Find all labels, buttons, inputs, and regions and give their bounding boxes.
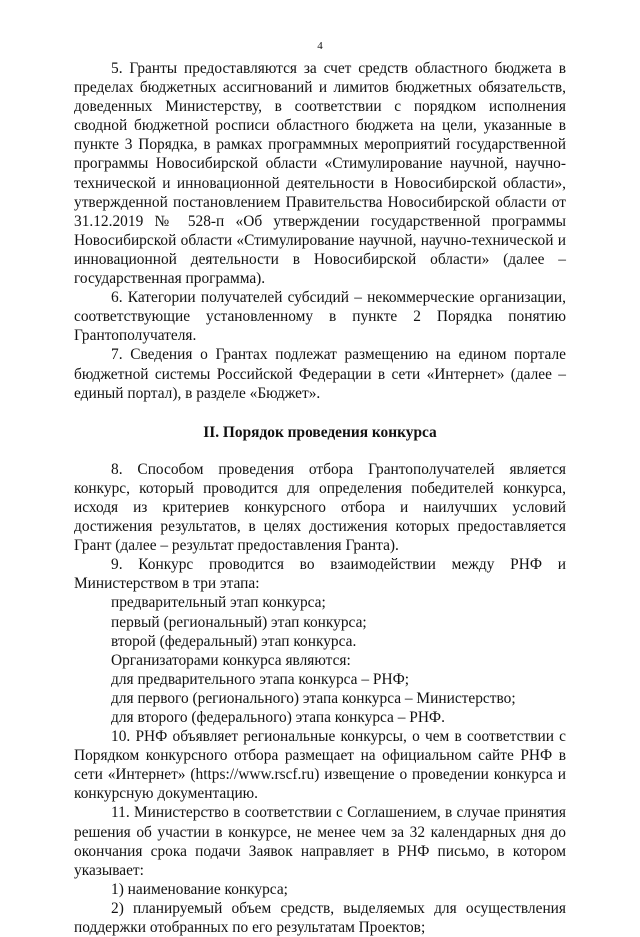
paragraph-6: 6. Категории получателей субсидий – некоммерческие организации, соответствующие установленному в пункте 2 Порядка понятию Грантополучателя. (74, 289, 566, 345)
paragraph-8: 8. Способом проведения отбора Грантополучателей является конкурс, который проводится для определения победителей конкурса, исходя из критериев конкурсного отбора и наилучших условий достижения результатов, в целях достижения которых предоставляется Грант (далее – результат предоставления Гранта). (74, 460, 566, 555)
organizer-item: для предварительного этапа конкурса – РНФ; (111, 670, 410, 688)
paragraph-9: 9. Конкурс проводится во взаимодействии между РНФ и Министерством в три этапа: (74, 556, 566, 593)
page-number: 4 (317, 40, 323, 52)
organizer-item: для второго (федерального) этапа конкурса – РНФ. (111, 709, 445, 726)
paragraph-5: 5. Гранты предоставляются за счет средств областного бюджета в пределах бюджетных ассигнований и лимитов бюджетных обязательств, доведенных Министерству, в соответствии с порядком исполнения сводной бюджетной росписи областного бюджета на цели, указанные в пункте 3 Порядка, в рамках программных мероприятий государственной программы Новосибирской области «Стимулирование научной, научно-технической и инновационной деятельности в Новосибирской области», утвержденной постановлением Правительства Новосибирской области от 31.12.2019 № 528-п «Об утверждении государственной программы Новосибирской области «Стимулирование научной, научно-технической и инновационной деятельности в Новосибирской области» (далее – государственная программа). (74, 60, 566, 288)
organizer-item: для первого (регионального) этапа конкурса – Министерство; (111, 689, 516, 707)
section-heading: II. Порядок проведения конкурса (203, 423, 437, 441)
list-item: 1) наименование конкурса; (111, 880, 288, 898)
paragraph-11: 11. Министерство в соответствии с Соглашением, в случае принятия решения об участии в конкурсе, не менее чем за 32 календарных дня до окончания срока подачи Заявок направляет в РНФ письмо, в котором указывает: (74, 804, 566, 879)
paragraph-10: 10. РНФ объявляет региональные конкурсы, о чем в соответствии с Порядком конкурсного отбора размещает на официальном сайте РНФ в сети «Интернет» (https://www.rscf.ru) извещение о проведении конкурса и конкурсную документацию. (74, 728, 566, 803)
organizers-intro: Организаторами конкурса являются: (111, 651, 351, 669)
stage-item: первый (региональный) этап конкурса; (111, 613, 367, 631)
list-item: 2) планируемый объем средств, выделяемых для осуществления поддержки отобранных по его результатам Проектов; (74, 899, 566, 937)
paragraph-7: 7. Сведения о Грантах подлежат размещению на едином портале бюджетной системы Российской Федерации в сети «Интернет» (далее – единый портал), в разделе «Бюджет». (74, 346, 566, 402)
stage-item: второй (федеральный) этап конкурса. (111, 632, 357, 650)
stage-item: предварительный этап конкурса; (111, 594, 326, 612)
document-body (74, 59, 566, 937)
